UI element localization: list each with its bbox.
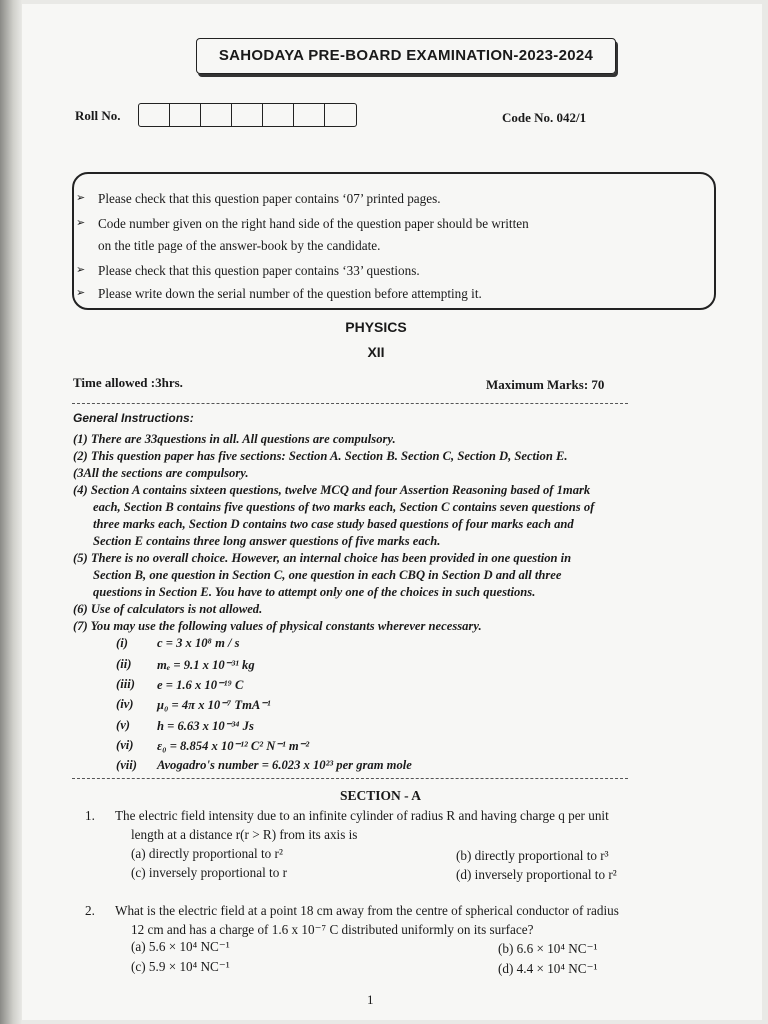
option-b: (b) directly proportional to r³	[456, 848, 609, 863]
question-number: 2.	[85, 903, 95, 918]
instruction-line: (4) Section A contains sixteen questions, twelve MCQ and four Assertion Reasoning based of 1mark	[73, 483, 591, 497]
instruction-item-continued: on the title page of the answer-book by the candidate.	[98, 238, 381, 253]
instruction-item: ➢ Please check that this question paper contains ‘07’ printed pages.	[76, 191, 441, 206]
constant-value: mₑ = 9.1 x 10⁻³¹ kg	[157, 658, 255, 672]
instruction-line: (5) There is no overall choice. However, an internal choice has been provided in one question in	[73, 551, 572, 565]
roll-number-boxes	[138, 103, 357, 127]
arrow-bullet-icon: ➢	[76, 287, 86, 299]
question-text: 12 cm and has a charge of 1.6 x 10⁻⁷ C distributed uniformly on its surface?	[131, 922, 534, 937]
instruction-line: questions in Section E. You have to attempt only one of the choices in such questions.	[93, 585, 536, 599]
roll-digit-box	[139, 104, 170, 126]
instruction-item: ➢ Code number given on the right hand side of the question paper should be written	[76, 216, 529, 231]
constant-value: c = 3 x 10⁸ m / s	[157, 636, 240, 650]
maximum-marks: Maximum Marks: 70	[486, 377, 605, 392]
question-text: The electric field intensity due to an infinite cylinder of radius R and having charge q per unit	[115, 808, 609, 823]
time-allowed: Time allowed :3hrs.	[73, 375, 183, 390]
option-d: (d) 4.4 × 10⁴ NC⁻¹	[498, 961, 598, 976]
section-a-heading: SECTION - A	[340, 788, 422, 803]
option-c: (c) inversely proportional to r	[131, 865, 288, 880]
instructions-box	[72, 172, 716, 310]
general-instructions-title: General Instructions:	[73, 411, 194, 425]
page-number: 1	[367, 992, 374, 1007]
constant-number: (vii)	[116, 758, 137, 772]
option-a: (a) directly proportional to r²	[131, 846, 283, 861]
option-a: (a) 5.6 × 10⁴ NC⁻¹	[131, 939, 230, 954]
question-number: 1.	[85, 808, 95, 823]
roll-number-label: Roll No.	[75, 108, 121, 123]
roll-digit-box	[325, 104, 356, 126]
roll-digit-box	[170, 104, 201, 126]
arrow-bullet-icon: ➢	[76, 217, 86, 229]
constant-value: μ₀ = 4π x 10⁻⁷ TmA⁻¹	[157, 698, 271, 712]
constant-number: (iv)	[116, 697, 134, 711]
instruction-line: three marks each, Section D contains two case study based questions of four marks each and	[93, 517, 574, 531]
option-d: (d) inversely proportional to r²	[456, 867, 617, 882]
subject-heading: PHYSICS	[345, 319, 407, 335]
constant-number: (vi)	[116, 738, 134, 752]
class-heading: XII	[367, 344, 385, 360]
instruction-line: Section B, one question in Section C, one question in each CBQ in Section D and all three	[93, 568, 562, 582]
roll-digit-box	[294, 104, 325, 126]
question-text: What is the electric field at a point 18 cm away from the centre of spherical conductor of radius	[115, 903, 619, 918]
constant-number: (ii)	[116, 657, 132, 671]
constant-value: ε₀ = 8.854 x 10⁻¹² C² N⁻¹ m⁻²	[157, 739, 310, 753]
arrow-bullet-icon: ➢	[76, 192, 86, 204]
instruction-line: (2) This question paper has five sections: Section A. Section B. Section C, Section D, Section E.	[73, 449, 568, 463]
roll-digit-box	[263, 104, 294, 126]
instruction-line: (3All the sections are compulsory.	[73, 466, 249, 480]
instruction-line: each, Section B contains five questions of two marks each, Section C contains seven questions of	[93, 500, 595, 514]
constant-number: (v)	[116, 718, 130, 732]
roll-digit-box	[232, 104, 263, 126]
roll-digit-box	[201, 104, 232, 126]
constant-number: (iii)	[116, 677, 135, 691]
instruction-line: Section E contains three long answer questions of five marks each.	[93, 534, 441, 548]
constant-value: e = 1.6 x 10⁻¹⁹ C	[157, 678, 244, 692]
code-number: Code No. 042/1	[502, 110, 587, 125]
constant-value: h = 6.63 x 10⁻³⁴ Js	[157, 719, 254, 733]
instruction-item: ➢ Please check that this question paper contains ‘33’ questions.	[76, 263, 420, 278]
instruction-line: (6) Use of calculators is not allowed.	[73, 602, 263, 616]
instruction-line: (1) There are 33questions in all. All questions are compulsory.	[73, 432, 396, 446]
option-c: (c) 5.9 × 10⁴ NC⁻¹	[131, 959, 230, 974]
constant-value: Avogadro's number = 6.023 x 10²³ per gram mole	[157, 758, 412, 772]
constant-number: (i)	[116, 636, 128, 650]
divider-line	[72, 403, 628, 404]
arrow-bullet-icon: ➢	[76, 264, 86, 276]
instruction-item: ➢ Please write down the serial number of the question before attempting it.	[76, 286, 482, 301]
exam-title-box: SAHODAYA PRE-BOARD EXAMINATION-2023-2024	[196, 38, 616, 74]
scan-page-edge	[0, 0, 22, 1024]
divider-line	[72, 778, 628, 779]
question-text: length at a distance r(r > R) from its axis is	[131, 827, 358, 842]
instruction-line: (7) You may use the following values of physical constants wherever necessary.	[73, 619, 482, 633]
option-b: (b) 6.6 × 10⁴ NC⁻¹	[498, 941, 598, 956]
